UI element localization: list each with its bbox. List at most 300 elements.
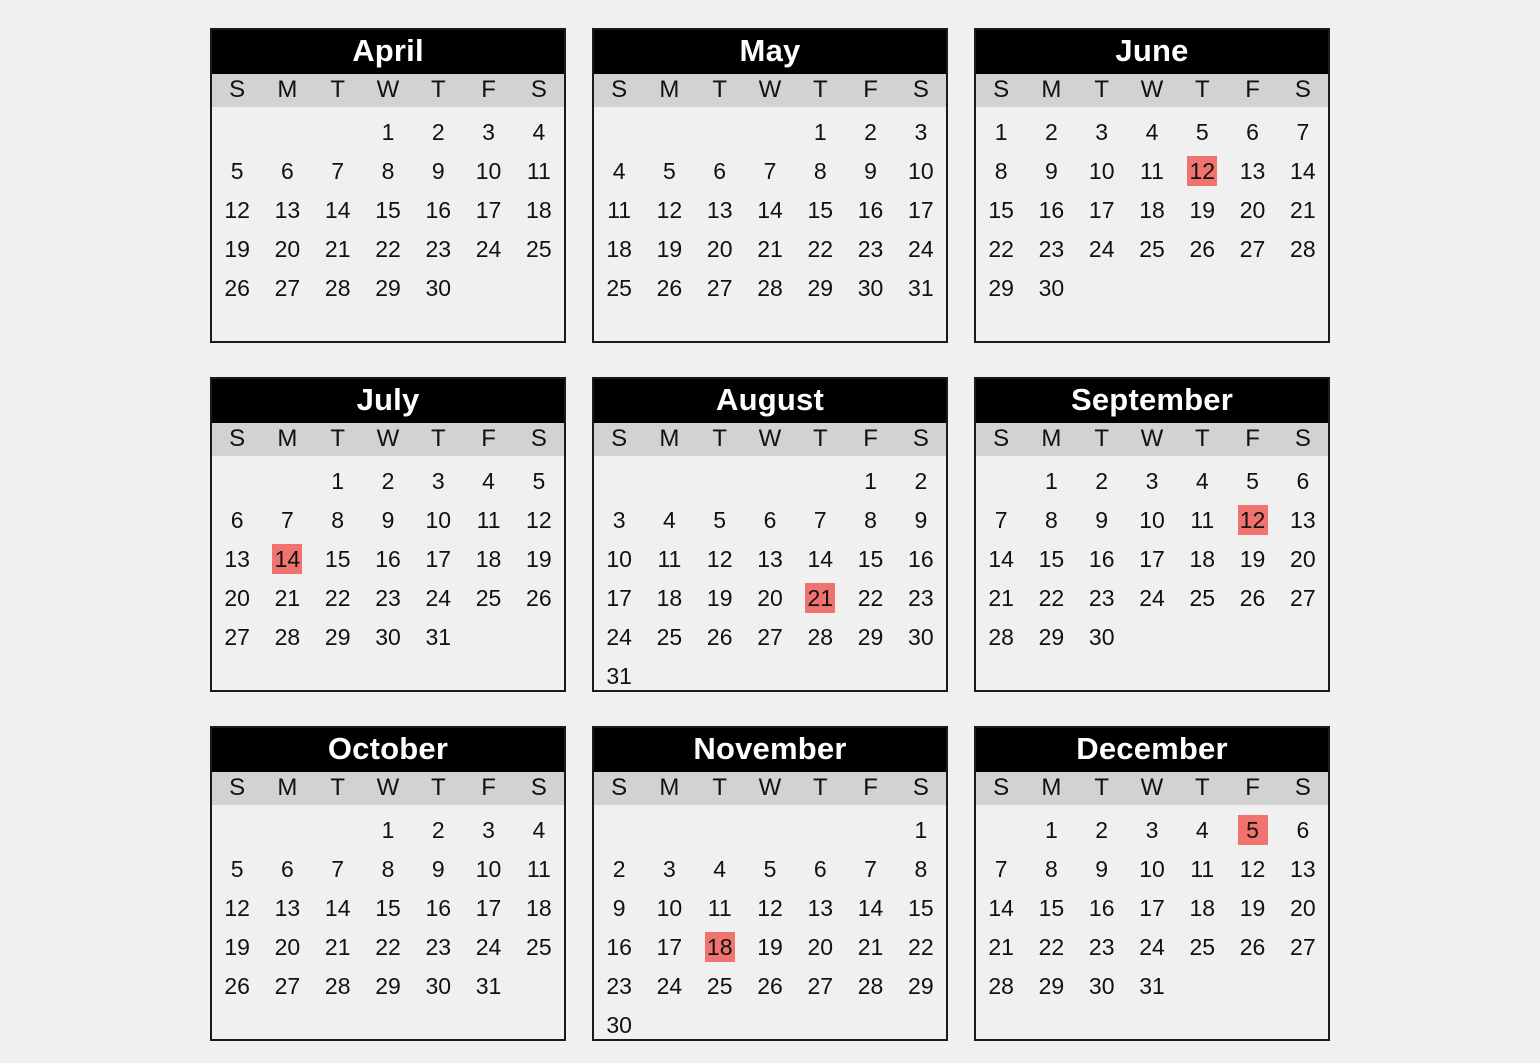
day-cell[interactable] <box>262 229 312 268</box>
day-cell[interactable] <box>1077 966 1127 1005</box>
day-cell[interactable] <box>745 966 795 1005</box>
day-cell[interactable] <box>514 229 564 268</box>
day-cell[interactable] <box>212 849 262 888</box>
day-cell[interactable] <box>1278 888 1328 927</box>
day-cell[interactable] <box>1026 539 1076 578</box>
day-cell[interactable] <box>1278 500 1328 539</box>
day-cell[interactable] <box>313 539 363 578</box>
day-cell[interactable] <box>845 268 895 307</box>
day-cell[interactable] <box>1127 190 1177 229</box>
day-cell[interactable] <box>1227 151 1277 190</box>
day-cell[interactable] <box>212 617 262 656</box>
day-cell[interactable] <box>514 578 564 617</box>
day-cell[interactable] <box>976 927 1026 966</box>
day-cell-empty <box>1177 617 1227 656</box>
day-cell[interactable] <box>1177 810 1227 849</box>
day-number: 15 <box>1038 545 1065 572</box>
day-cell[interactable] <box>795 190 845 229</box>
day-cell[interactable] <box>896 810 946 849</box>
day-cell[interactable] <box>1227 112 1277 151</box>
day-cell[interactable] <box>463 888 513 927</box>
day-cell[interactable] <box>896 500 946 539</box>
day-cell[interactable] <box>363 229 413 268</box>
day-cell-empty <box>262 112 312 151</box>
day-cell[interactable] <box>1127 151 1177 190</box>
day-cell[interactable] <box>745 927 795 966</box>
day-cell[interactable] <box>1127 112 1177 151</box>
day-cell[interactable] <box>363 578 413 617</box>
day-cell[interactable] <box>795 229 845 268</box>
day-cell[interactable] <box>363 112 413 151</box>
day-cell[interactable] <box>644 268 694 307</box>
day-cell[interactable] <box>1278 151 1328 190</box>
day-cell[interactable] <box>594 927 644 966</box>
day-cell[interactable] <box>313 461 363 500</box>
day-cell[interactable] <box>1026 927 1076 966</box>
day-cell[interactable] <box>413 888 463 927</box>
day-cell[interactable] <box>363 268 413 307</box>
day-cell[interactable] <box>313 927 363 966</box>
day-cell[interactable] <box>1278 461 1328 500</box>
day-cell[interactable] <box>413 849 463 888</box>
day-cell[interactable] <box>976 888 1026 927</box>
day-cell[interactable] <box>1177 229 1227 268</box>
day-cell[interactable] <box>594 578 644 617</box>
day-number: 17 <box>475 894 502 921</box>
day-cell[interactable] <box>1227 461 1277 500</box>
day-cell[interactable] <box>1077 229 1127 268</box>
day-cell[interactable] <box>845 849 895 888</box>
day-number: 7 <box>864 855 877 882</box>
day-cell[interactable] <box>413 500 463 539</box>
day-cell[interactable] <box>976 539 1026 578</box>
day-cell[interactable] <box>1127 539 1177 578</box>
day-cell[interactable] <box>463 229 513 268</box>
day-cell[interactable] <box>463 112 513 151</box>
day-cell[interactable] <box>795 500 845 539</box>
day-cell[interactable] <box>644 539 694 578</box>
day-cell[interactable] <box>463 927 513 966</box>
day-cell[interactable] <box>463 461 513 500</box>
day-cell[interactable] <box>413 268 463 307</box>
day-cell[interactable] <box>594 539 644 578</box>
day-cell[interactable] <box>845 927 895 966</box>
day-cell[interactable] <box>594 888 644 927</box>
day-cell[interactable] <box>1127 849 1177 888</box>
day-cell[interactable] <box>896 190 946 229</box>
day-cell[interactable] <box>745 229 795 268</box>
day-cell[interactable] <box>1026 966 1076 1005</box>
day-cell[interactable] <box>1177 112 1227 151</box>
day-cell[interactable] <box>212 268 262 307</box>
day-cell[interactable] <box>644 190 694 229</box>
day-cell[interactable] <box>845 500 895 539</box>
day-cell[interactable] <box>594 849 644 888</box>
day-cell-highlighted[interactable] <box>1227 500 1277 539</box>
day-cell[interactable] <box>514 151 564 190</box>
day-cell[interactable] <box>976 112 1026 151</box>
day-number: 12 <box>224 196 250 223</box>
day-cell[interactable] <box>745 268 795 307</box>
day-cell-highlighted[interactable] <box>262 539 312 578</box>
day-cell[interactable] <box>845 461 895 500</box>
day-cell[interactable] <box>363 461 413 500</box>
day-cell[interactable] <box>1278 810 1328 849</box>
day-cell[interactable] <box>262 849 312 888</box>
day-cell[interactable] <box>262 966 312 1005</box>
day-cell[interactable] <box>1278 112 1328 151</box>
day-cell[interactable] <box>463 849 513 888</box>
day-cell[interactable] <box>1227 927 1277 966</box>
day-cell[interactable] <box>594 229 644 268</box>
day-cell[interactable] <box>413 112 463 151</box>
day-cell[interactable] <box>313 578 363 617</box>
day-cell[interactable] <box>514 500 564 539</box>
day-cell[interactable] <box>313 888 363 927</box>
day-cell[interactable] <box>363 539 413 578</box>
day-cell[interactable] <box>1026 849 1076 888</box>
day-cell[interactable] <box>1278 578 1328 617</box>
day-cell[interactable] <box>413 190 463 229</box>
day-cell-empty <box>845 656 895 695</box>
day-cell[interactable] <box>644 966 694 1005</box>
day-cell[interactable] <box>413 151 463 190</box>
day-cell[interactable] <box>1177 578 1227 617</box>
day-cell[interactable] <box>845 539 895 578</box>
day-cell[interactable] <box>262 888 312 927</box>
day-cell[interactable] <box>845 578 895 617</box>
day-cell[interactable] <box>1127 888 1177 927</box>
day-cell[interactable] <box>363 500 413 539</box>
day-cell[interactable] <box>1077 539 1127 578</box>
day-cell[interactable] <box>976 578 1026 617</box>
day-cell[interactable] <box>795 966 845 1005</box>
day-cell[interactable] <box>514 888 564 927</box>
day-cell[interactable] <box>1077 849 1127 888</box>
day-cell[interactable] <box>313 229 363 268</box>
day-cell[interactable] <box>463 578 513 617</box>
day-cell[interactable] <box>896 966 946 1005</box>
day-cell[interactable] <box>795 888 845 927</box>
day-cell[interactable] <box>463 966 513 1005</box>
day-cell[interactable] <box>413 539 463 578</box>
day-cell[interactable] <box>363 190 413 229</box>
day-cell[interactable] <box>212 151 262 190</box>
day-cell[interactable] <box>695 888 745 927</box>
day-cell[interactable] <box>1177 190 1227 229</box>
day-cell[interactable] <box>1026 151 1076 190</box>
day-cell[interactable] <box>896 888 946 927</box>
day-cell[interactable] <box>1026 112 1076 151</box>
day-number: 5 <box>230 855 244 882</box>
day-cell[interactable] <box>1278 190 1328 229</box>
day-cell[interactable] <box>976 190 1026 229</box>
day-cell[interactable] <box>413 966 463 1005</box>
day-cell[interactable] <box>594 190 644 229</box>
day-cell[interactable] <box>212 927 262 966</box>
day-number: 14 <box>1290 157 1316 184</box>
day-cell[interactable] <box>695 268 745 307</box>
day-cell[interactable] <box>514 539 564 578</box>
day-cell[interactable] <box>896 578 946 617</box>
day-cell[interactable] <box>745 617 795 656</box>
weekday-header: S <box>530 424 547 452</box>
day-cell[interactable] <box>1177 888 1227 927</box>
day-number: 15 <box>857 545 884 572</box>
day-cell[interactable] <box>1077 190 1127 229</box>
day-number: 9 <box>612 894 626 921</box>
day-cell[interactable] <box>845 966 895 1005</box>
day-cell[interactable] <box>976 151 1026 190</box>
day-cell[interactable] <box>262 190 312 229</box>
day-cell[interactable] <box>1127 500 1177 539</box>
day-cell[interactable] <box>1227 229 1277 268</box>
day-cell[interactable] <box>1227 190 1277 229</box>
day-cell[interactable] <box>644 849 694 888</box>
day-cell[interactable] <box>896 151 946 190</box>
day-cell[interactable] <box>695 966 745 1005</box>
day-cell[interactable] <box>896 461 946 500</box>
day-cell[interactable] <box>1127 927 1177 966</box>
day-cell-empty <box>644 1005 694 1044</box>
day-cell[interactable] <box>514 849 564 888</box>
day-cell[interactable] <box>1026 268 1076 307</box>
day-cell[interactable] <box>1026 190 1076 229</box>
day-cell[interactable] <box>1127 578 1177 617</box>
day-cell[interactable] <box>845 151 895 190</box>
day-cell[interactable] <box>896 112 946 151</box>
day-cell[interactable] <box>1177 461 1227 500</box>
day-cell[interactable] <box>594 500 644 539</box>
day-cell[interactable] <box>363 849 413 888</box>
day-cell[interactable] <box>795 539 845 578</box>
day-cell[interactable] <box>745 578 795 617</box>
day-cell[interactable] <box>745 500 795 539</box>
day-cell[interactable] <box>795 617 845 656</box>
day-cell[interactable] <box>262 151 312 190</box>
day-cell[interactable] <box>413 578 463 617</box>
day-cell[interactable] <box>1278 849 1328 888</box>
day-cell[interactable] <box>976 500 1026 539</box>
day-cell[interactable] <box>695 539 745 578</box>
weekday-header: W <box>1140 75 1164 103</box>
day-cell[interactable] <box>212 500 262 539</box>
day-cell[interactable] <box>695 849 745 888</box>
day-cell[interactable] <box>976 617 1026 656</box>
day-cell[interactable] <box>1077 461 1127 500</box>
day-cell[interactable] <box>1177 500 1227 539</box>
day-cell[interactable] <box>644 888 694 927</box>
day-cell[interactable] <box>644 500 694 539</box>
day-cell[interactable] <box>514 810 564 849</box>
day-cell[interactable] <box>262 500 312 539</box>
day-cell[interactable] <box>413 617 463 656</box>
day-cell[interactable] <box>1177 849 1227 888</box>
day-cell[interactable] <box>313 500 363 539</box>
day-cell[interactable] <box>594 151 644 190</box>
day-cell[interactable] <box>1127 229 1177 268</box>
day-cell[interactable] <box>1177 927 1227 966</box>
day-cell[interactable] <box>644 151 694 190</box>
day-cell[interactable] <box>1026 810 1076 849</box>
day-cell[interactable] <box>313 151 363 190</box>
day-cell[interactable] <box>313 617 363 656</box>
day-cell-highlighted[interactable] <box>1227 810 1277 849</box>
day-cell[interactable] <box>644 229 694 268</box>
day-cell[interactable] <box>845 190 895 229</box>
day-cell[interactable] <box>795 268 845 307</box>
day-cell[interactable] <box>212 966 262 1005</box>
day-cell[interactable] <box>594 268 644 307</box>
weekday-header: M <box>1041 424 1062 452</box>
day-cell[interactable] <box>795 849 845 888</box>
day-cell[interactable] <box>1026 500 1076 539</box>
day-cell[interactable] <box>363 810 413 849</box>
day-cell[interactable] <box>976 229 1026 268</box>
day-cell[interactable] <box>413 810 463 849</box>
day-cell[interactable] <box>363 888 413 927</box>
day-cell[interactable] <box>463 151 513 190</box>
day-cell[interactable] <box>644 578 694 617</box>
day-cell[interactable] <box>514 927 564 966</box>
day-cell[interactable] <box>695 151 745 190</box>
day-cell[interactable] <box>1127 810 1177 849</box>
day-cell[interactable] <box>644 927 694 966</box>
day-cell[interactable] <box>1077 112 1127 151</box>
day-cell[interactable] <box>845 888 895 927</box>
day-cell[interactable] <box>695 229 745 268</box>
day-cell[interactable] <box>795 151 845 190</box>
day-cell-highlighted[interactable] <box>695 927 745 966</box>
day-cell[interactable] <box>313 268 363 307</box>
day-cell[interactable] <box>845 617 895 656</box>
weekday-header: F <box>1245 75 1260 103</box>
day-cell[interactable] <box>1026 617 1076 656</box>
day-number: 27 <box>1239 235 1266 262</box>
day-cell[interactable] <box>845 229 895 268</box>
day-cell[interactable] <box>695 578 745 617</box>
day-cell[interactable] <box>896 268 946 307</box>
day-cell[interactable] <box>1026 888 1076 927</box>
day-cell[interactable] <box>976 849 1026 888</box>
day-cell[interactable] <box>1026 578 1076 617</box>
day-cell[interactable] <box>212 190 262 229</box>
day-cell[interactable] <box>976 966 1026 1005</box>
day-cell[interactable] <box>695 500 745 539</box>
day-cell[interactable] <box>695 617 745 656</box>
day-cell[interactable] <box>745 151 795 190</box>
day-cell[interactable] <box>514 461 564 500</box>
day-cell[interactable] <box>1077 500 1127 539</box>
day-cell[interactable] <box>212 229 262 268</box>
day-cell[interactable] <box>896 927 946 966</box>
day-cell[interactable] <box>262 578 312 617</box>
day-cell[interactable] <box>1026 229 1076 268</box>
day-cell[interactable] <box>745 888 795 927</box>
day-cell[interactable] <box>1278 539 1328 578</box>
day-number: 30 <box>857 274 884 301</box>
day-cell[interactable] <box>262 927 312 966</box>
day-cell[interactable] <box>594 656 644 695</box>
day-cell[interactable] <box>896 229 946 268</box>
day-cell-highlighted[interactable] <box>795 578 845 617</box>
day-cell[interactable] <box>463 190 513 229</box>
weekday-header: W <box>376 75 400 103</box>
day-cell[interactable] <box>262 617 312 656</box>
day-cell[interactable] <box>976 268 1026 307</box>
day-cell[interactable] <box>594 1005 644 1044</box>
day-cell[interactable] <box>1026 461 1076 500</box>
day-cell-empty <box>695 112 745 151</box>
day-cell[interactable] <box>212 539 262 578</box>
day-cell[interactable] <box>1077 927 1127 966</box>
day-cell[interactable] <box>1227 849 1277 888</box>
day-cell[interactable] <box>313 849 363 888</box>
day-cell[interactable] <box>896 849 946 888</box>
day-cell[interactable] <box>463 810 513 849</box>
day-cell[interactable] <box>594 966 644 1005</box>
day-cell[interactable] <box>413 927 463 966</box>
day-cell[interactable] <box>313 966 363 1005</box>
day-cell[interactable] <box>413 229 463 268</box>
day-cell[interactable] <box>845 112 895 151</box>
day-cell[interactable] <box>413 461 463 500</box>
day-number: 20 <box>224 584 250 611</box>
day-cell[interactable] <box>1227 578 1277 617</box>
day-cell[interactable] <box>1127 461 1177 500</box>
day-cell[interactable] <box>896 539 946 578</box>
day-cell[interactable] <box>745 849 795 888</box>
day-cell[interactable] <box>1077 151 1127 190</box>
day-cell[interactable] <box>212 578 262 617</box>
day-cell[interactable] <box>463 539 513 578</box>
day-cell[interactable] <box>1278 927 1328 966</box>
day-cell[interactable] <box>1227 539 1277 578</box>
day-cell[interactable] <box>644 617 694 656</box>
day-number: 10 <box>475 855 502 882</box>
day-number: 26 <box>656 274 683 301</box>
day-cell[interactable] <box>594 617 644 656</box>
day-cell[interactable] <box>363 966 413 1005</box>
day-cell[interactable] <box>313 190 363 229</box>
day-cell[interactable] <box>1077 578 1127 617</box>
day-cell[interactable] <box>1177 539 1227 578</box>
day-cell[interactable] <box>795 927 845 966</box>
day-number: 21 <box>988 933 1014 960</box>
day-cell[interactable] <box>1077 810 1127 849</box>
day-cell[interactable] <box>795 112 845 151</box>
day-cell[interactable] <box>896 617 946 656</box>
day-cell[interactable] <box>363 927 413 966</box>
day-cell[interactable] <box>1077 888 1127 927</box>
day-cell[interactable] <box>212 888 262 927</box>
day-cell[interactable] <box>1227 888 1277 927</box>
day-cell[interactable] <box>745 190 795 229</box>
day-cell[interactable] <box>695 190 745 229</box>
day-cell[interactable] <box>514 112 564 151</box>
day-cell-highlighted[interactable] <box>1177 151 1227 190</box>
day-cell[interactable] <box>262 268 312 307</box>
day-cell[interactable] <box>745 539 795 578</box>
day-cell[interactable] <box>1278 229 1328 268</box>
day-cell[interactable] <box>463 500 513 539</box>
weekday-header: F <box>481 424 496 452</box>
day-cell[interactable] <box>363 151 413 190</box>
day-cell[interactable] <box>1127 966 1177 1005</box>
day-cell[interactable] <box>514 190 564 229</box>
day-cell[interactable] <box>1077 617 1127 656</box>
day-cell[interactable] <box>363 617 413 656</box>
